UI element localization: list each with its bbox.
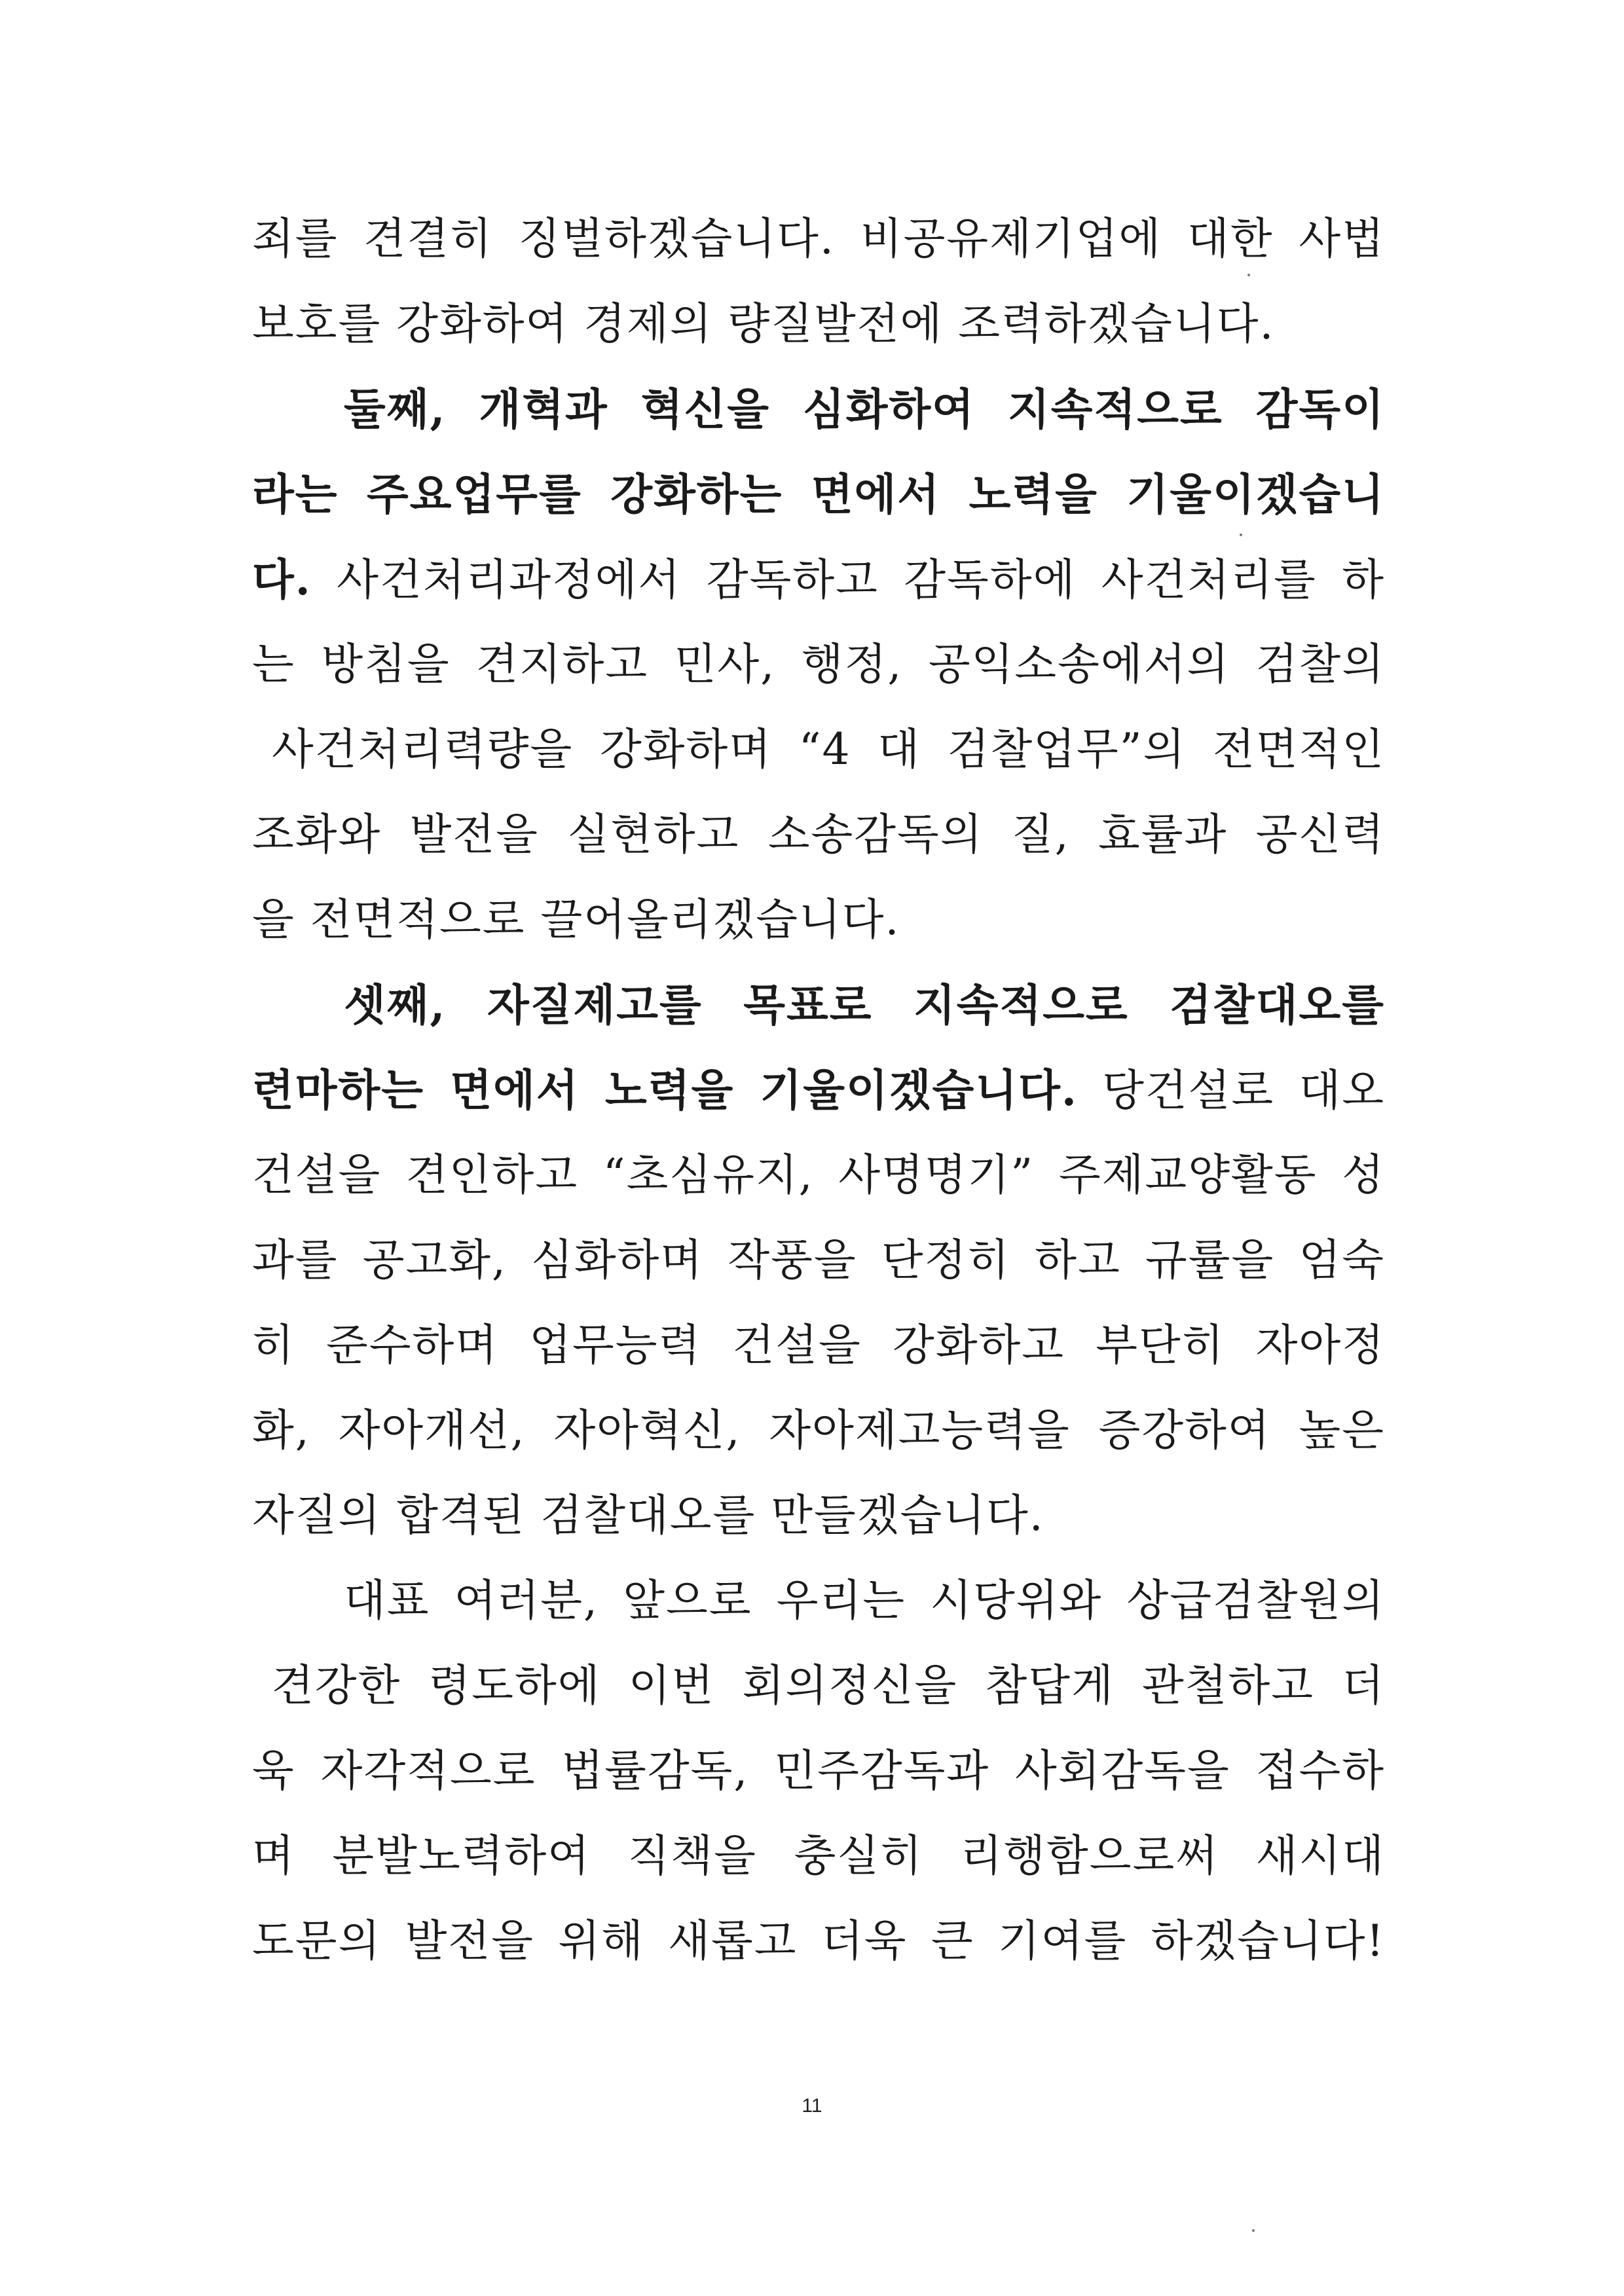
- section-heading-line: [252, 452, 1385, 537]
- line-text: 자질의 합격된 검찰대오를 만들겠습니다.: [252, 1490, 1044, 1540]
- text-line: [252, 1218, 1385, 1303]
- section-heading-line: [252, 962, 1385, 1048]
- text-line: [252, 1473, 1385, 1558]
- heading-text: 라는 주요업무를 강화하는 면에서 노력을 기울이겠습니: [252, 469, 1385, 520]
- heading-text: 셋째, 자질제고를 목표로 지속적으로 검찰대오를: [344, 979, 1385, 1030]
- text-line: [252, 1048, 1385, 1133]
- line-text: 사건처리과정에서 감독하고 감독하에 사건처리를 하: [311, 555, 1385, 605]
- line-text: 며 분발노력하여 직책을 충실히 리행함으로써 새시대: [252, 1831, 1385, 1881]
- line-text: 사건처리력량을 강화하며 “4 대 검찰업무”의 전면적인: [272, 724, 1385, 774]
- line-text: 견강한 령도하에 이번 회의정신을 참답게 관철하고 더: [272, 1660, 1385, 1711]
- text-line: [252, 1899, 1385, 1984]
- line-text: 을 전면적으로 끌어올리겠습니다.: [252, 894, 900, 945]
- line-text: 보호를 강화하여 경제의 량질발전에 조력하겠습니다.: [252, 299, 1275, 349]
- text-line: [252, 707, 1385, 792]
- line-text: 도문의 발전을 위해 새롭고 더욱 큰 기여를 하겠습니다!: [252, 1916, 1385, 1966]
- line-text: 대표 여러분, 앞으로 우리는 시당위와 상급검찰원의: [344, 1575, 1385, 1626]
- line-text: 히 준수하며 업무능력 건설을 강화하고 부단히 자아정: [252, 1320, 1385, 1370]
- text-line: [252, 1643, 1385, 1728]
- text-line: [252, 1728, 1385, 1813]
- text-line: [252, 1813, 1385, 1899]
- text-line: [252, 1388, 1385, 1473]
- text-line: [252, 282, 1385, 367]
- text-line: [252, 1558, 1385, 1643]
- line-text: 화, 자아개선, 자아혁신, 자아제고능력을 증강하여 높은: [252, 1405, 1385, 1455]
- page-number: 11: [802, 2095, 822, 2117]
- line-text: 조화와 발전을 실현하고 소송감독의 질, 효률과 공신력: [252, 809, 1385, 860]
- heading-text: 련마하는 면에서 노력을 기울이겠습니다.: [252, 1065, 1078, 1116]
- section-heading-line: [252, 367, 1385, 452]
- line-text: 당건설로 대오: [1077, 1065, 1386, 1116]
- scan-speck: [1240, 534, 1242, 536]
- scan-speck: [1247, 274, 1250, 276]
- text-line: [252, 792, 1385, 877]
- text-line: [252, 1303, 1385, 1388]
- heading-text: 둘째, 개혁과 혁신을 심화하여 지속적으로 감독이: [344, 384, 1385, 435]
- scan-speck: [1252, 2229, 1255, 2232]
- line-text: 욱 자각적으로 법률감독, 민주감독과 사회감독을 접수하: [252, 1745, 1385, 1796]
- line-text: 과를 공고화, 심화하며 작풍을 단정히 하고 규률을 엄숙: [252, 1235, 1385, 1285]
- heading-text: 다.: [252, 554, 312, 605]
- text-line: [252, 1133, 1385, 1218]
- text-line: [252, 622, 1385, 707]
- line-text: 는 방침을 견지하고 민사, 행정, 공익소송에서의 검찰의: [252, 639, 1385, 689]
- text-line: [252, 196, 1385, 282]
- text-line: [252, 537, 1385, 622]
- body-text: [252, 196, 1385, 1984]
- line-text: 죄를 견결히 징벌하겠습니다. 비공유제기업에 대한 사법: [252, 213, 1385, 264]
- text-line: [252, 877, 1385, 962]
- line-text: 건설을 견인하고 “초심유지, 사명명기” 주제교양활동 성: [252, 1150, 1385, 1200]
